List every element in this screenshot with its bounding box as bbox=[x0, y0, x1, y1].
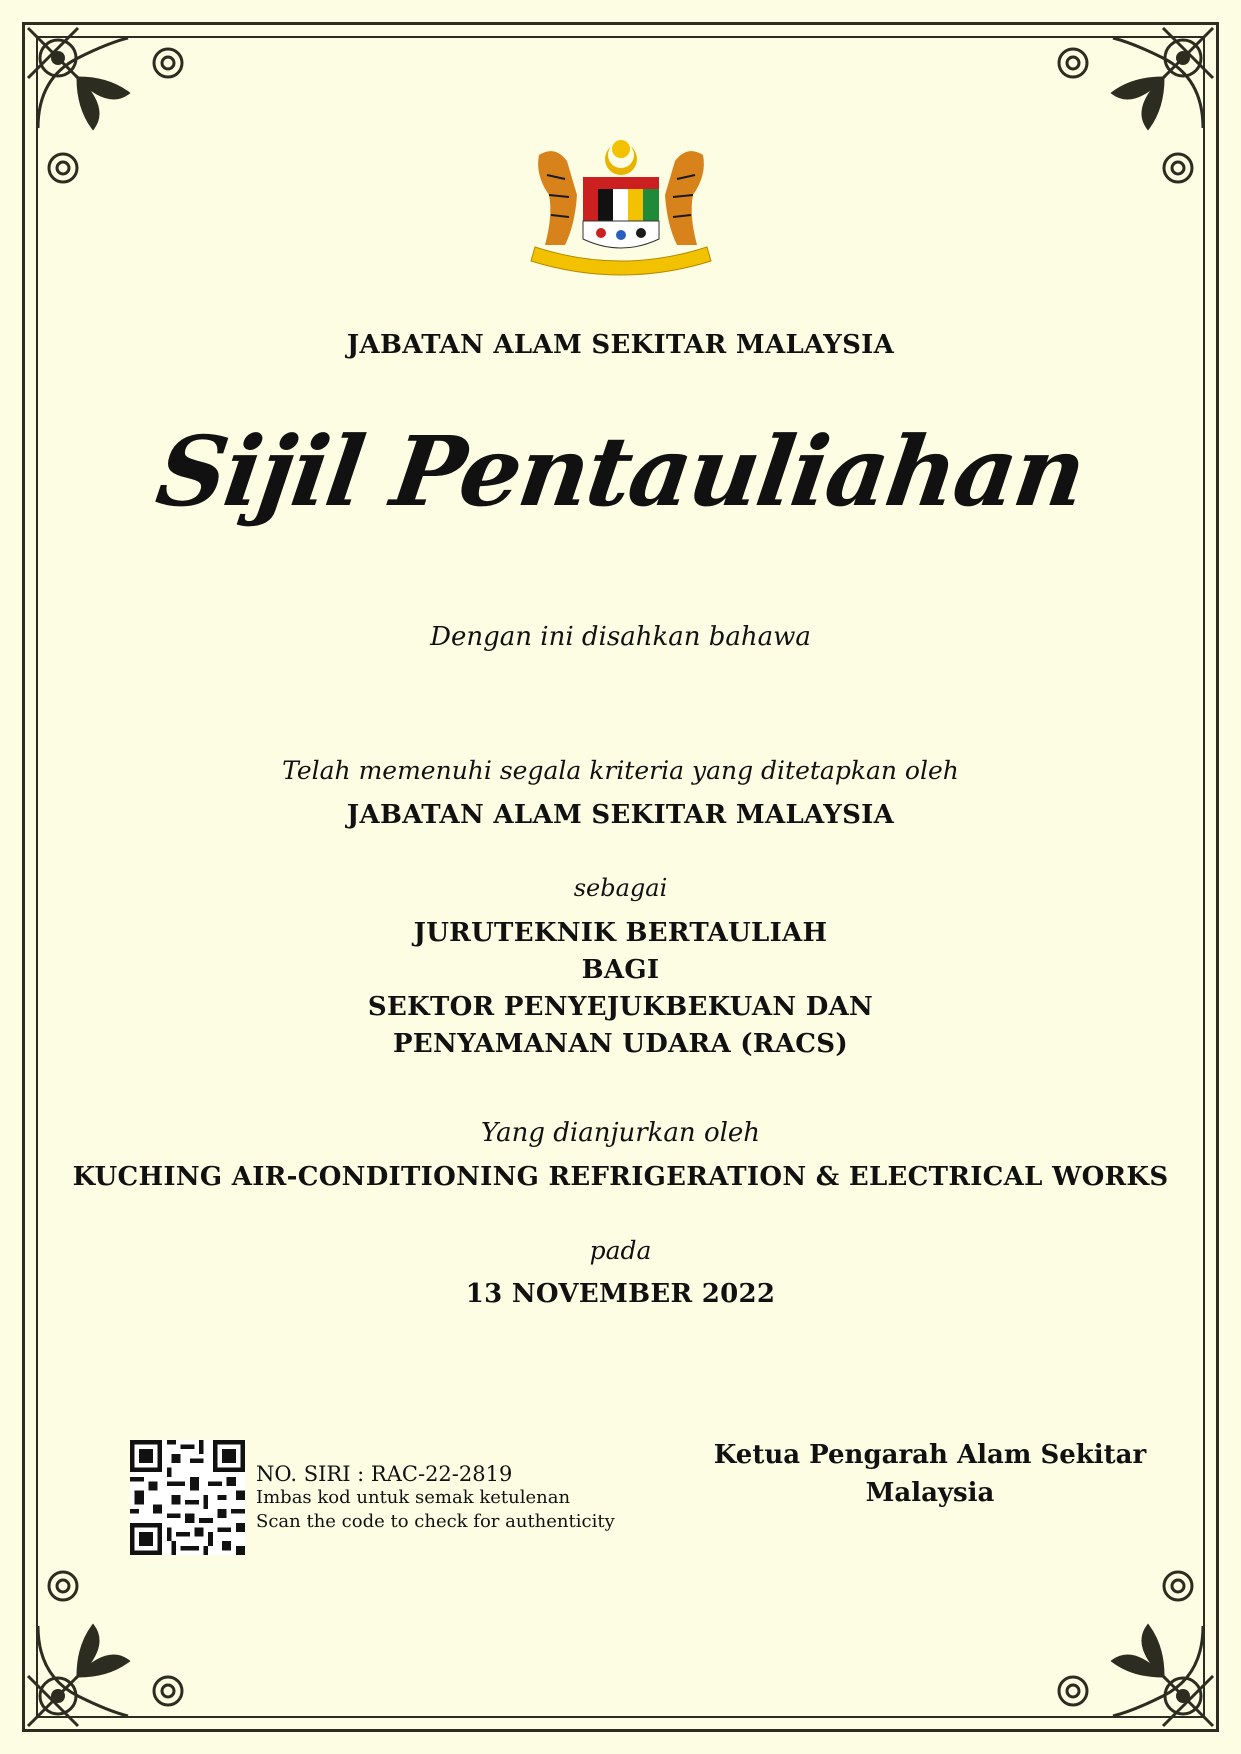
corner-ornament-icon bbox=[1033, 18, 1223, 208]
role-line: SEKTOR PENYEJUKBEKUAN DAN bbox=[367, 992, 874, 1022]
agency-name-repeat: JABATAN ALAM SEKITAR MALAYSIA bbox=[346, 800, 895, 830]
signatory-line: Ketua Pengarah Alam Sekitar bbox=[713, 1440, 1147, 1470]
certificate-date: 13 NOVEMBER 2022 bbox=[465, 1279, 776, 1309]
on-text: pada bbox=[589, 1236, 652, 1265]
role-line: PENYAMANAN UDARA (RACS) bbox=[393, 1029, 848, 1059]
certify-text: Dengan ini disahkan bahawa bbox=[430, 622, 811, 652]
qr-code-icon[interactable] bbox=[130, 1440, 245, 1555]
corner-ornament-icon bbox=[18, 1546, 208, 1736]
certified-role bbox=[0, 915, 1241, 1063]
scan-instruction-ms: Imbas kod untuk semak ketulenan bbox=[256, 1487, 571, 1508]
corner-ornament-icon bbox=[1033, 1546, 1223, 1736]
agency-name: JABATAN ALAM SEKITAR MALAYSIA bbox=[346, 330, 895, 360]
corner-ornament-icon bbox=[18, 18, 208, 208]
role-line: JURUTEKNIK BERTAULIAH bbox=[413, 918, 828, 948]
qr-caption bbox=[256, 1462, 615, 1534]
as-text: sebagai bbox=[573, 874, 668, 902]
certificate-title: Sijil Pentauliahan bbox=[150, 415, 1091, 528]
serial-number: NO. SIRI : RAC-22-2819 bbox=[256, 1462, 513, 1486]
signatory-line: Malaysia bbox=[865, 1478, 995, 1508]
criteria-text: Telah memenuhi segala kriteria yang ditetapkan oleh bbox=[282, 756, 959, 785]
scan-instruction-en: Scan the code to check for authenticity bbox=[256, 1511, 615, 1532]
organiser-name: KUCHING AIR-CONDITIONING REFRIGERATION & ELECTRICAL WORKS bbox=[72, 1162, 1169, 1192]
signatory-title bbox=[700, 1436, 1160, 1512]
coat-of-arms-icon bbox=[525, 135, 717, 285]
organised-by-text: Yang dianjurkan oleh bbox=[480, 1118, 761, 1148]
role-line: BAGI bbox=[581, 955, 660, 985]
